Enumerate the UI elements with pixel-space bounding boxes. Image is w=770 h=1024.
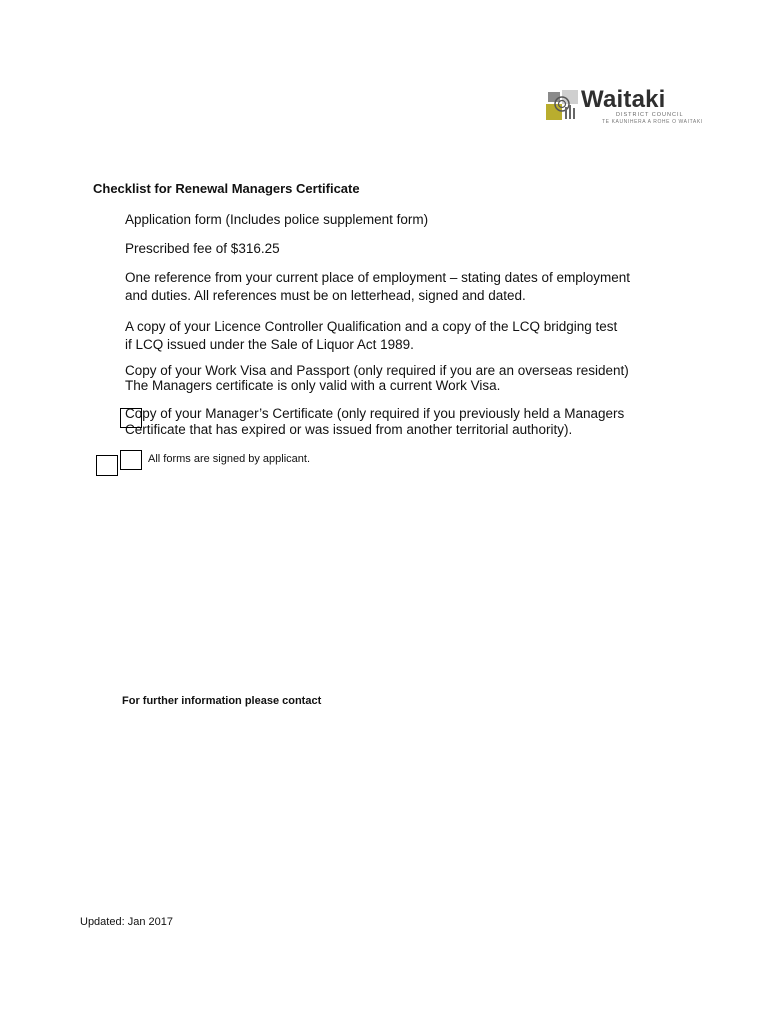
logo-name: Waitaki	[581, 86, 666, 113]
waitaki-logo-mark-icon	[546, 90, 578, 120]
checklist-item-work-visa-line-2: The Managers certificate is only valid with a current Work Visa.	[125, 378, 501, 393]
extra-checkbox[interactable]	[96, 455, 118, 476]
checklist-item-lcq-line-2: if LCQ issued under the Sale of Liquor Act 1989.	[125, 337, 414, 352]
checklist-title: Checklist for Renewal Managers Certificate	[93, 181, 360, 196]
managers-certificate-checkbox[interactable]	[120, 408, 142, 428]
checklist-item-reference-line-1: One reference from your current place of employment – stating dates of employment	[125, 270, 630, 285]
updated-date: Updated: Jan 2017	[80, 916, 173, 928]
checklist-item-lcq-line-1: A copy of your Licence Controller Qualification and a copy of the LCQ bridging test	[125, 319, 618, 334]
contact-heading: For further information please contact	[122, 695, 322, 707]
waitaki-logo	[546, 86, 703, 128]
checklist-item-application-form: Application form (Includes police supplement form)	[125, 212, 429, 227]
checklist-item-managers-certificate-line-1: Copy of your Manager’s Certificate (only required if you previously held a Managers	[125, 406, 625, 421]
checklist-item-reference-line-2: and duties. All references must be on letterhead, signed and dated.	[125, 288, 526, 303]
logo-subtitle: DISTRICT COUNCIL	[616, 112, 684, 118]
checklist-item-forms-signed: All forms are signed by applicant.	[148, 453, 311, 465]
checklist-item-prescribed-fee: Prescribed fee of $316.25	[125, 241, 280, 256]
checklist-item-managers-certificate-line-2: Certificate that has expired or was issued from another territorial authority).	[125, 422, 573, 437]
logo-tagline: TE KAUNIHERA A ROHE O WAITAKI	[602, 119, 703, 125]
checklist-item-work-visa-line-1: Copy of your Work Visa and Passport (only required if you are an overseas resident)	[125, 363, 629, 378]
forms-signed-checkbox[interactable]	[120, 450, 142, 470]
